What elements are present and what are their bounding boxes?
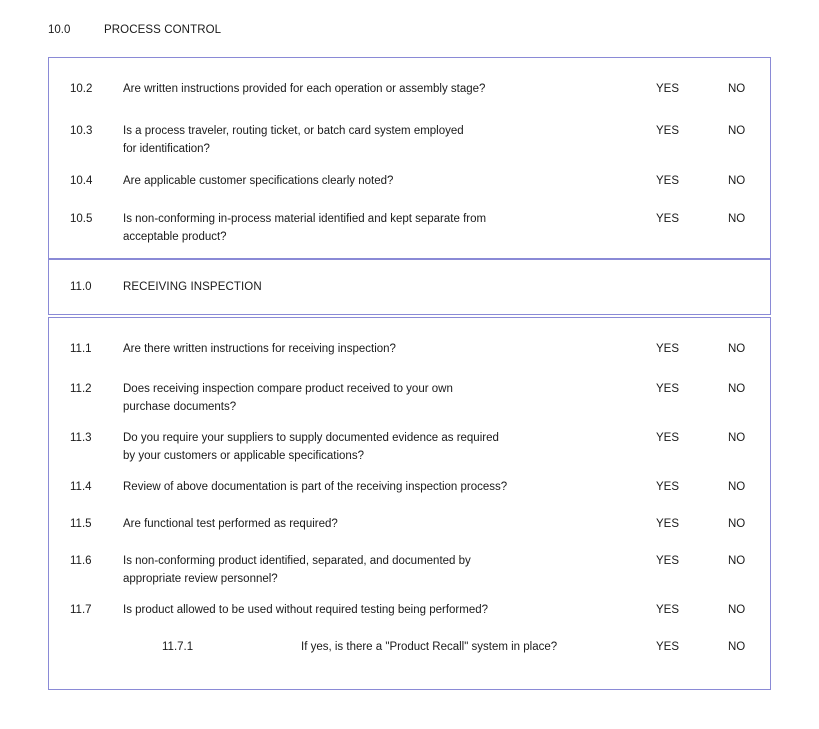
section-heading-receiving-inspection <box>49 260 770 314</box>
questions-block-receiving-inspection <box>48 317 771 690</box>
answer-no[interactable]: NO <box>728 125 746 137</box>
answer-yes[interactable]: YES <box>656 83 680 95</box>
answer-yes[interactable]: YES <box>656 383 680 395</box>
question-row[interactable] <box>49 210 770 254</box>
question-row[interactable] <box>49 340 770 380</box>
question-text-line1: Are there written instructions for receiving inspection? <box>123 343 396 355</box>
section-number: 11.0 <box>70 281 92 293</box>
question-text-line2: for identification? <box>123 143 210 155</box>
question-number: 11.6 <box>70 555 92 567</box>
question-text-line2: purchase documents? <box>123 401 237 413</box>
sub-question-text: If yes, is there a "Product Recall" system in place? <box>301 641 558 653</box>
question-row[interactable] <box>49 429 770 478</box>
question-text-line1: Is non-conforming product identified, separated, and documented by <box>123 555 471 567</box>
question-row[interactable] <box>49 80 770 122</box>
answer-no[interactable]: NO <box>728 343 746 355</box>
question-text-line2: by your customers or applicable specifications? <box>123 450 364 462</box>
answer-yes[interactable]: YES <box>656 518 680 530</box>
answer-no[interactable]: NO <box>728 383 746 395</box>
question-number: 11.3 <box>70 432 92 444</box>
question-row[interactable] <box>49 122 770 172</box>
questions-block-process-control <box>48 57 771 259</box>
question-text-line1: Is a process traveler, routing ticket, or batch card system employed <box>123 125 464 137</box>
answer-yes[interactable]: YES <box>656 175 680 187</box>
question-text-line1: Are functional test performed as required? <box>123 518 338 530</box>
section-heading-box-receiving-inspection <box>48 259 771 315</box>
question-text-line1: Do you require your suppliers to supply documented evidence as required <box>123 432 499 444</box>
question-number: 11.5 <box>70 518 92 530</box>
sub-question-number: 11.7.1 <box>162 641 194 653</box>
answer-yes[interactable]: YES <box>656 125 680 137</box>
section-title: PROCESS CONTROL <box>104 24 222 36</box>
section-title: RECEIVING INSPECTION <box>123 281 262 293</box>
answer-no[interactable]: NO <box>728 432 746 444</box>
answer-no[interactable]: NO <box>728 604 746 616</box>
question-number: 11.7 <box>70 604 92 616</box>
answer-no[interactable]: NO <box>728 83 746 95</box>
answer-yes[interactable]: YES <box>656 481 680 493</box>
answer-no[interactable]: NO <box>728 213 746 225</box>
answer-no[interactable]: NO <box>728 555 746 567</box>
question-row[interactable] <box>49 552 770 601</box>
question-number: 11.1 <box>70 343 92 355</box>
answer-yes[interactable]: YES <box>656 555 680 567</box>
answer-yes[interactable]: YES <box>656 343 680 355</box>
question-row[interactable] <box>49 601 770 638</box>
answer-no[interactable]: NO <box>728 175 746 187</box>
answer-yes[interactable]: YES <box>656 432 680 444</box>
question-number: 10.5 <box>70 213 93 225</box>
sub-question-row[interactable] <box>49 638 770 668</box>
answer-no[interactable]: NO <box>728 481 746 493</box>
question-row[interactable] <box>49 478 770 515</box>
question-number: 10.4 <box>70 175 93 187</box>
question-number: 11.2 <box>70 383 92 395</box>
section-number: 10.0 <box>48 24 71 36</box>
question-row[interactable] <box>49 515 770 552</box>
question-number: 10.3 <box>70 125 93 137</box>
question-text-line1: Are written instructions provided for each operation or assembly stage? <box>123 83 486 95</box>
question-row[interactable] <box>49 172 770 210</box>
question-text-line2: appropriate review personnel? <box>123 573 278 585</box>
answer-no[interactable]: NO <box>728 641 746 653</box>
question-text-line1: Is product allowed to be used without required testing being performed? <box>123 604 489 616</box>
answer-yes[interactable]: YES <box>656 604 680 616</box>
answer-yes[interactable]: YES <box>656 641 680 653</box>
question-number: 10.2 <box>70 83 93 95</box>
question-row[interactable] <box>49 380 770 429</box>
question-text-line1: Are applicable customer specifications clearly noted? <box>123 175 394 187</box>
question-text-line1: Review of above documentation is part of the receiving inspection process? <box>123 481 508 493</box>
question-text-line1: Does receiving inspection compare product received to your own <box>123 383 453 395</box>
answer-yes[interactable]: YES <box>656 213 680 225</box>
question-number: 11.4 <box>70 481 92 493</box>
question-text-line2: acceptable product? <box>123 231 227 243</box>
section-heading-process-control <box>48 24 771 36</box>
answer-no[interactable]: NO <box>728 518 746 530</box>
question-text-line1: Is non-conforming in-process material identified and kept separate from <box>123 213 487 225</box>
